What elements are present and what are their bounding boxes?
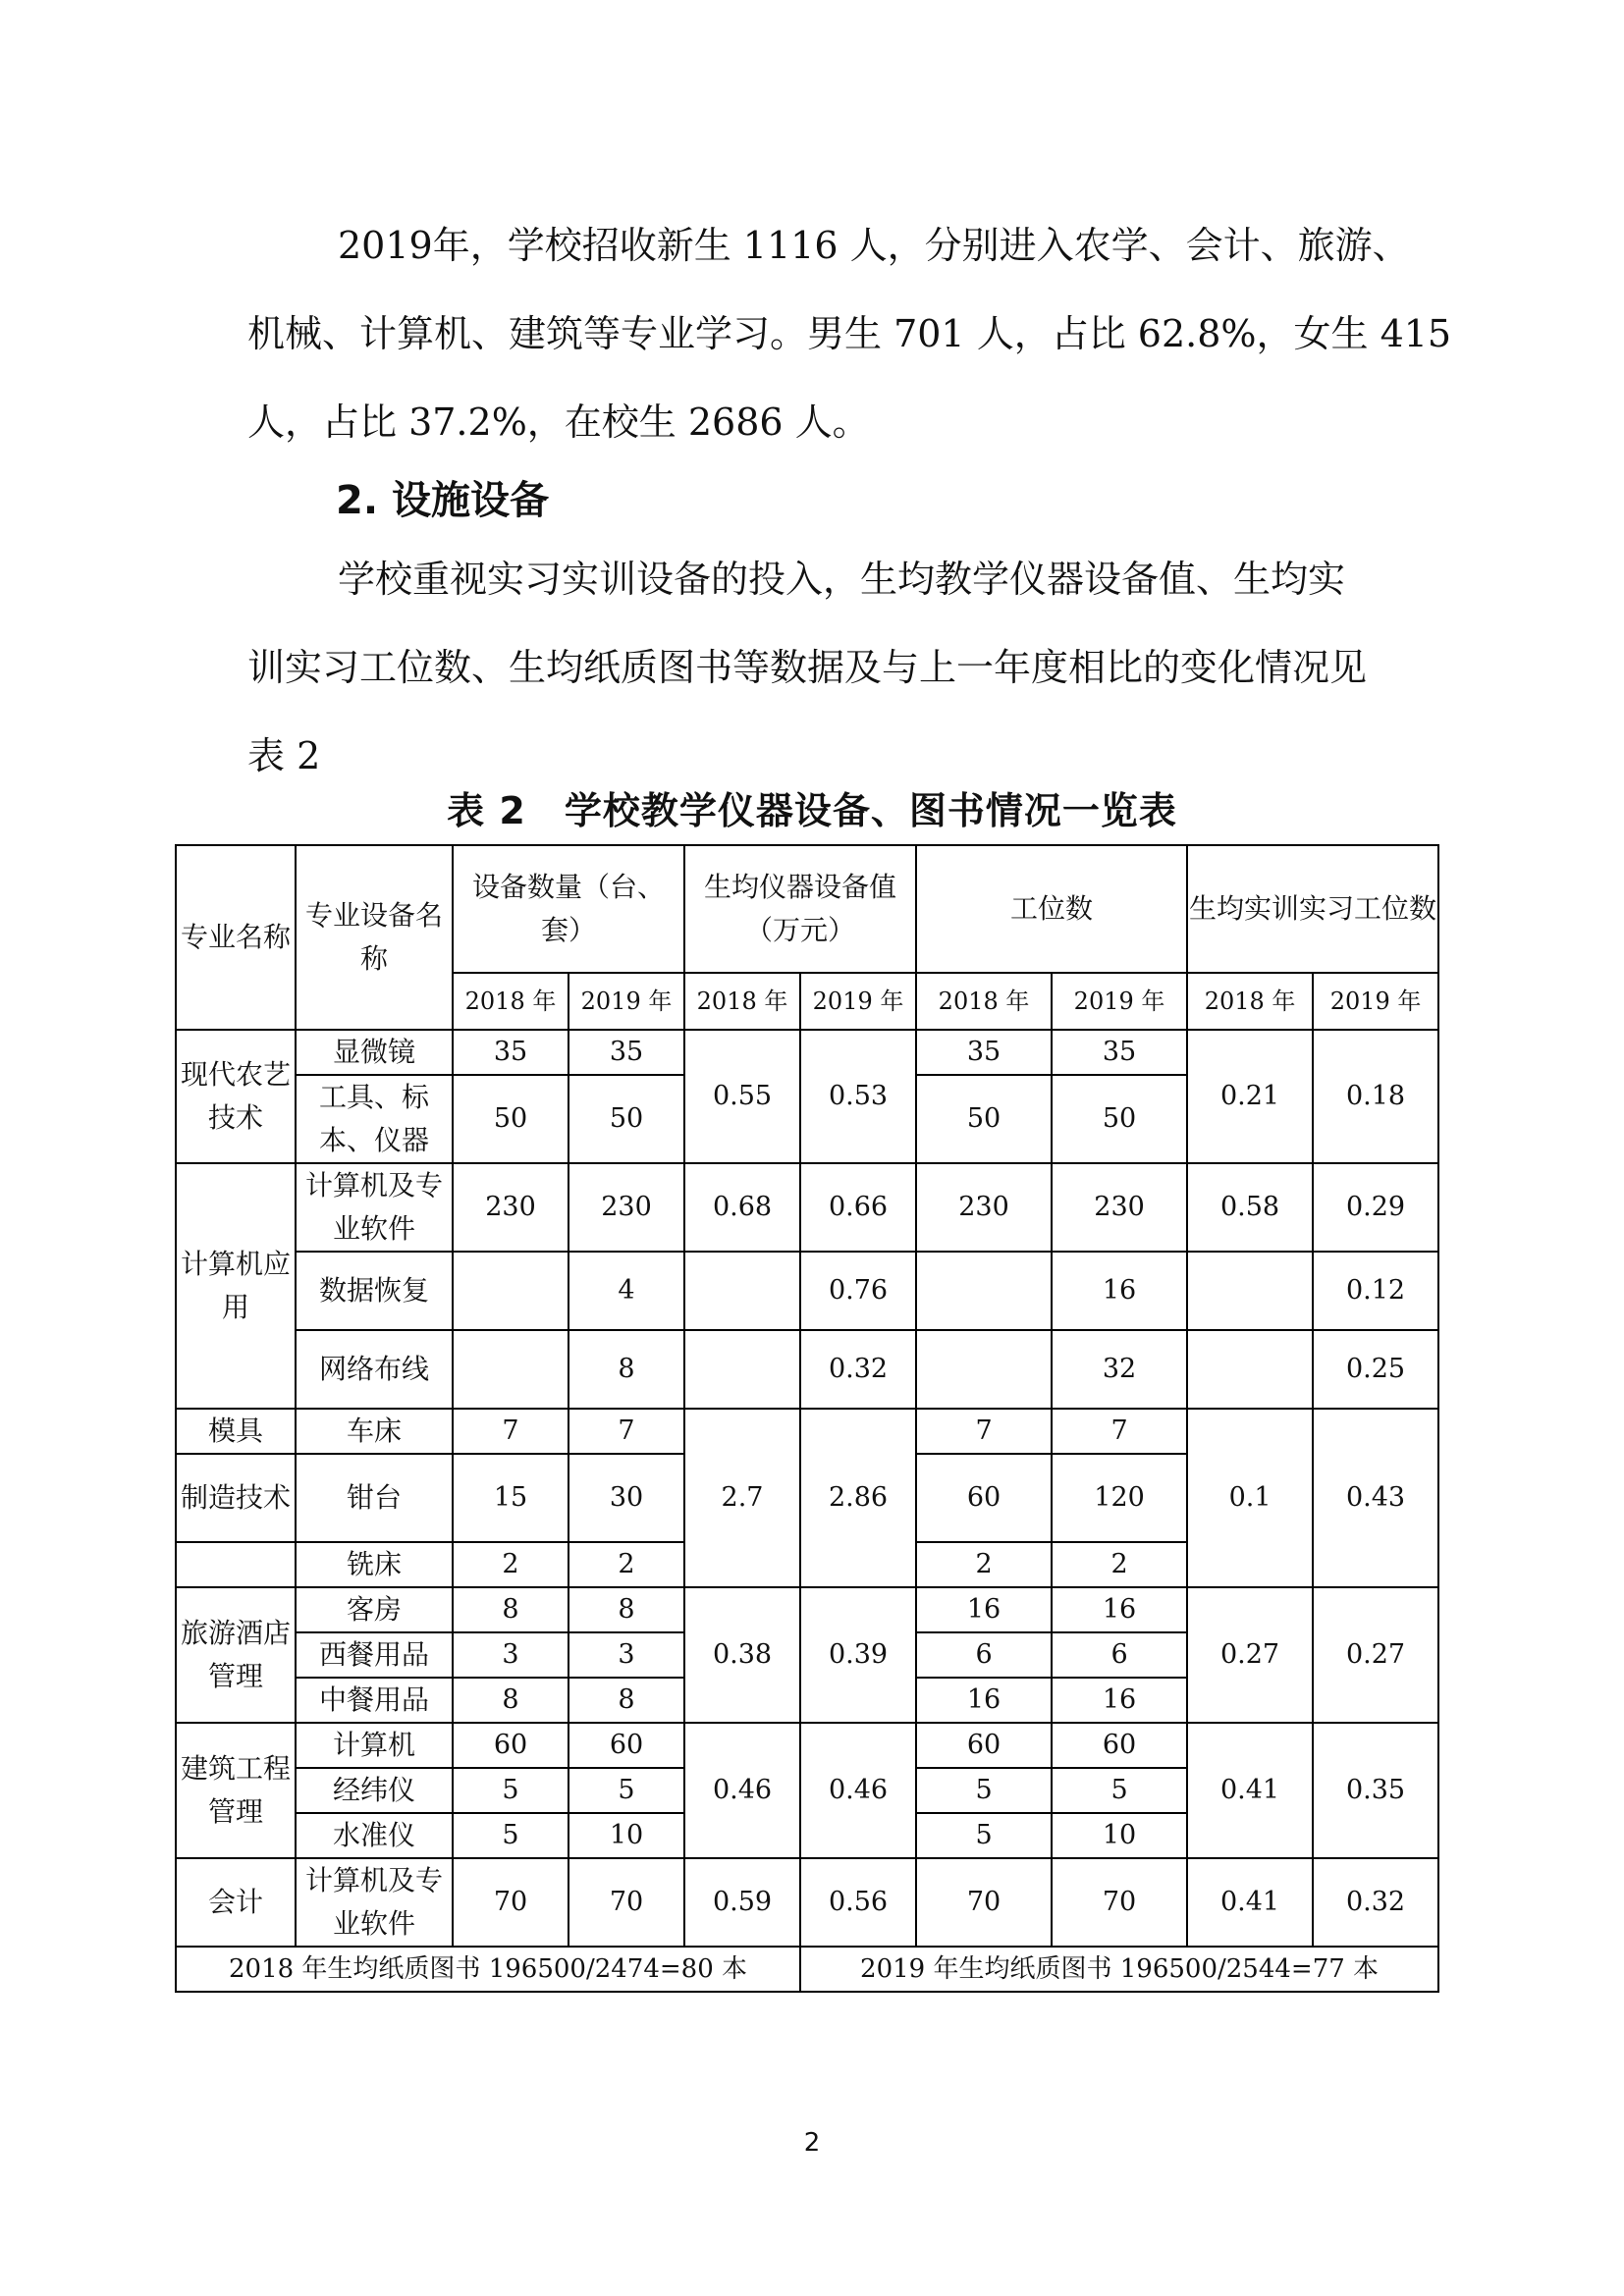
table-row [176,1587,1438,1632]
quantity-2018-cell: 230 [453,1163,568,1252]
stations-2019-cell: 16 [1052,1678,1187,1723]
value-2018-cell: 2.7 [684,1409,800,1587]
equipment-cell: 车床 [296,1409,453,1454]
header-year-2018: 2018 年 [684,973,800,1030]
value-2019-cell: 0.76 [800,1252,916,1330]
paragraph-line: 人，占比 37.2%，在校生 2686 人。 [247,400,870,444]
quantity-2018-cell: 8 [453,1587,568,1632]
quantity-2019-cell: 70 [568,1858,684,1947]
major-cell-empty [176,1542,296,1587]
stations-2018-cell: 35 [916,1030,1052,1075]
quantity-2019-cell: 5 [568,1768,684,1813]
stations-2019-cell: 16 [1052,1252,1187,1330]
quantity-2019-cell: 8 [568,1330,684,1409]
table-row [176,1330,1438,1409]
quantity-2018-cell: 60 [453,1723,568,1768]
major-cell: 建筑工程管理 [176,1723,296,1858]
stations-2018-cell: 16 [916,1678,1052,1723]
quantity-2019-cell: 3 [568,1632,684,1678]
value-2019-cell: 0.39 [800,1587,916,1723]
paragraph-line: 训实习工位数、生均纸质图书等数据及与上一年度相比的变化情况见 [247,646,1368,689]
equipment-cell: 计算机 [296,1723,453,1768]
per-station-2018-cell [1187,1252,1313,1330]
value-2018-cell: 0.68 [684,1163,800,1252]
quantity-2019-cell: 35 [568,1030,684,1075]
per-station-2019-cell: 0.18 [1313,1030,1438,1163]
paragraph-line: 2019年，学校招收新生 1116 人，分别进入农学、会计、旅游、 [338,224,1410,267]
table-caption: 表 2 学校教学仪器设备、图书情况一览表 [447,789,1177,832]
stations-2019-cell: 16 [1052,1587,1187,1632]
major-cell: 旅游酒店管理 [176,1587,296,1723]
stations-2018-cell: 60 [916,1723,1052,1768]
table-row [176,1409,1438,1454]
value-2018-cell: 0.38 [684,1587,800,1723]
equipment-cell: 计算机及专业软件 [296,1163,453,1252]
header-year-2019: 2019 年 [1052,973,1187,1030]
header-equipment: 专业设备名称 [296,845,453,1030]
paragraph-line: 学校重视实习实训设备的投入，生均教学仪器设备值、生均实 [338,558,1346,601]
quantity-2018-cell: 3 [453,1632,568,1678]
table-row [176,1163,1438,1252]
value-2019-cell: 0.46 [800,1723,916,1858]
stations-2019-cell: 10 [1052,1813,1187,1858]
stations-2018-cell [916,1252,1052,1330]
stations-2019-cell: 60 [1052,1723,1187,1768]
value-2018-cell [684,1330,800,1409]
value-2018-cell: 0.59 [684,1858,800,1947]
paragraph-facilities [247,535,1394,800]
equipment-cell: 中餐用品 [296,1678,453,1723]
header-year-2018: 2018 年 [1187,973,1313,1030]
per-station-2018-cell: 0.1 [1187,1409,1313,1587]
equipment-table [175,844,1439,1993]
header-year-2018: 2018 年 [916,973,1052,1030]
per-station-2018-cell: 0.21 [1187,1030,1313,1163]
major-cell: 制造技术 [176,1454,296,1542]
quantity-2018-cell: 8 [453,1678,568,1723]
quantity-2019-cell: 7 [568,1409,684,1454]
stations-2018-cell: 60 [916,1454,1052,1542]
per-station-2019-cell: 0.32 [1313,1858,1438,1947]
equipment-cell: 铣床 [296,1542,453,1587]
stations-2018-cell: 2 [916,1542,1052,1587]
equipment-cell: 水准仪 [296,1813,453,1858]
paragraph-line: 机械、计算机、建筑等专业学习。男生 701 人，占比 62.8%，女生 415 [247,312,1452,355]
major-cell: 计算机应用 [176,1163,296,1409]
quantity-2019-cell: 10 [568,1813,684,1858]
stations-2019-cell: 2 [1052,1542,1187,1587]
stations-2019-cell: 70 [1052,1858,1187,1947]
stations-2019-cell: 32 [1052,1330,1187,1409]
per-station-2018-cell [1187,1330,1313,1409]
header-per-student-stations: 生均实训实习工位数 [1187,845,1438,973]
header-major: 专业名称 [176,845,296,1030]
equipment-cell: 经纬仪 [296,1768,453,1813]
page-number: 2 [803,2128,821,2158]
stations-2018-cell: 7 [916,1409,1052,1454]
quantity-2018-cell: 5 [453,1813,568,1858]
value-2018-cell: 0.46 [684,1723,800,1858]
table-row [176,1252,1438,1330]
equipment-cell: 数据恢复 [296,1252,453,1330]
stations-2018-cell: 16 [916,1587,1052,1632]
per-station-2019-cell: 0.25 [1313,1330,1438,1409]
header-year-2019: 2019 年 [568,973,684,1030]
stations-2018-cell: 50 [916,1075,1052,1163]
paragraph-line: 表 2 [247,734,321,777]
header-year-2018: 2018 年 [453,973,568,1030]
quantity-2018-cell [453,1330,568,1409]
per-station-2019-cell: 0.35 [1313,1723,1438,1858]
quantity-2018-cell: 15 [453,1454,568,1542]
table-footer-row [176,1947,1438,1992]
quantity-2019-cell: 230 [568,1163,684,1252]
quantity-2018-cell: 70 [453,1858,568,1947]
quantity-2019-cell: 8 [568,1678,684,1723]
quantity-2019-cell: 50 [568,1075,684,1163]
equipment-cell: 西餐用品 [296,1632,453,1678]
equipment-cell: 显微镜 [296,1030,453,1075]
per-station-2018-cell: 0.58 [1187,1163,1313,1252]
stations-2019-cell: 7 [1052,1409,1187,1454]
value-2019-cell: 0.56 [800,1858,916,1947]
stations-2019-cell: 230 [1052,1163,1187,1252]
quantity-2018-cell: 50 [453,1075,568,1163]
books-2018-cell: 2018 年生均纸质图书 196500/2474=80 本 [176,1947,800,1992]
stations-2018-cell [916,1330,1052,1409]
per-station-2019-cell: 0.27 [1313,1587,1438,1723]
per-station-2018-cell: 0.41 [1187,1723,1313,1858]
header-value: 生均仪器设备值（万元） [684,845,916,973]
per-station-2019-cell: 0.43 [1313,1409,1438,1587]
table-row [176,1723,1438,1768]
stations-2018-cell: 230 [916,1163,1052,1252]
header-quantity: 设备数量（台、套） [453,845,684,973]
per-station-2018-cell: 0.41 [1187,1858,1313,1947]
per-station-2019-cell: 0.12 [1313,1252,1438,1330]
stations-2018-cell: 6 [916,1632,1052,1678]
stations-2019-cell: 50 [1052,1075,1187,1163]
value-2019-cell: 0.53 [800,1030,916,1163]
quantity-2019-cell: 30 [568,1454,684,1542]
quantity-2018-cell [453,1252,568,1330]
major-cell: 模具 [176,1409,296,1454]
paragraph-enrollment [247,201,1452,466]
quantity-2019-cell: 4 [568,1252,684,1330]
equipment-cell: 工具、标本、仪器 [296,1075,453,1163]
table-row [176,1030,1438,1075]
equipment-cell: 网络布线 [296,1330,453,1409]
equipment-cell: 计算机及专业软件 [296,1858,453,1947]
per-station-2019-cell: 0.29 [1313,1163,1438,1252]
value-2019-cell: 2.86 [800,1409,916,1587]
stations-2018-cell: 5 [916,1813,1052,1858]
stations-2019-cell: 120 [1052,1454,1187,1542]
stations-2019-cell: 6 [1052,1632,1187,1678]
major-cell: 会计 [176,1858,296,1947]
stations-2018-cell: 70 [916,1858,1052,1947]
stations-2019-cell: 5 [1052,1768,1187,1813]
books-2019-cell: 2019 年生均纸质图书 196500/2544=77 本 [800,1947,1438,1992]
quantity-2019-cell: 2 [568,1542,684,1587]
equipment-cell: 钳台 [296,1454,453,1542]
header-year-2019: 2019 年 [800,973,916,1030]
quantity-2018-cell: 5 [453,1768,568,1813]
quantity-2018-cell: 2 [453,1542,568,1587]
value-2018-cell [684,1252,800,1330]
value-2019-cell: 0.32 [800,1330,916,1409]
per-station-2018-cell: 0.27 [1187,1587,1313,1723]
quantity-2018-cell: 7 [453,1409,568,1454]
stations-2019-cell: 35 [1052,1030,1187,1075]
quantity-2019-cell: 8 [568,1587,684,1632]
equipment-table-wrapper [175,844,1439,1993]
quantity-2019-cell: 60 [568,1723,684,1768]
table-row [176,1858,1438,1947]
section-heading: 2. 设施设备 [336,478,549,523]
value-2019-cell: 0.66 [800,1163,916,1252]
equipment-cell: 客房 [296,1587,453,1632]
quantity-2018-cell: 35 [453,1030,568,1075]
header-year-2019: 2019 年 [1313,973,1438,1030]
major-cell: 现代农艺技术 [176,1030,296,1163]
header-stations: 工位数 [916,845,1187,973]
value-2018-cell: 0.55 [684,1030,800,1163]
stations-2018-cell: 5 [916,1768,1052,1813]
